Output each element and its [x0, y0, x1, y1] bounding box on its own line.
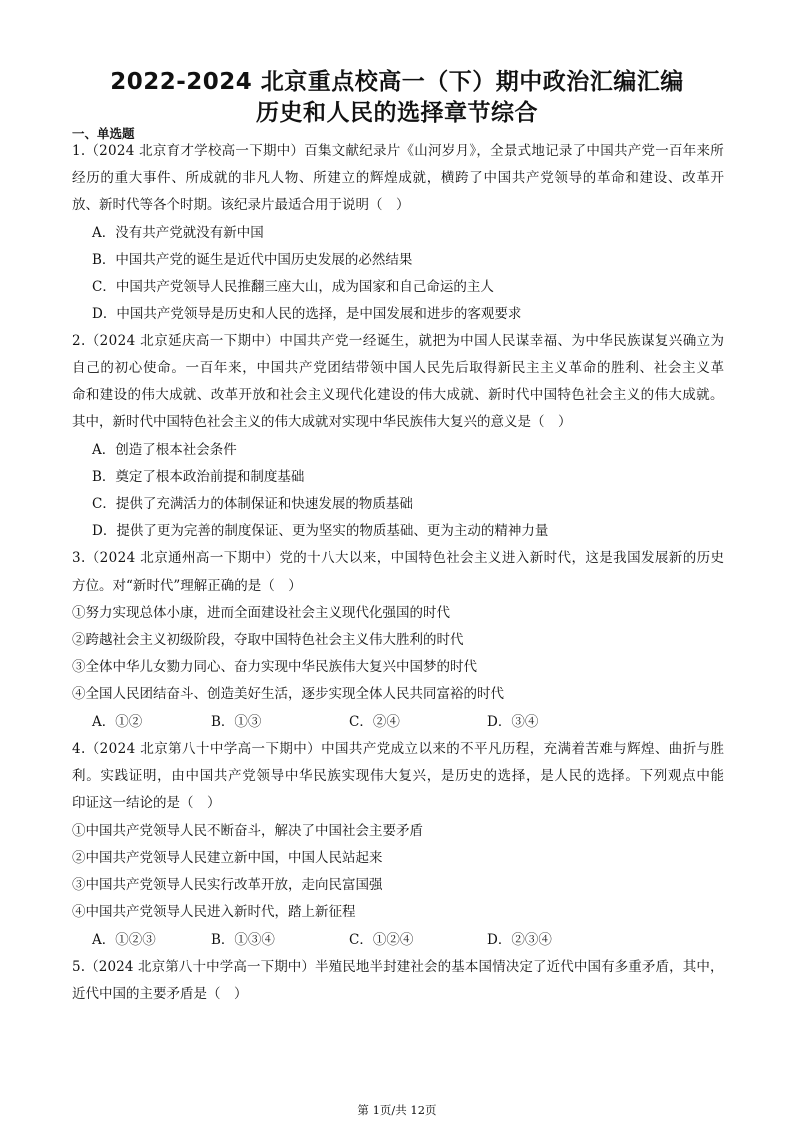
q1-option-c: C．中国共产党领导人民推翻三座大山，成为国家和自己命运的主人 [92, 279, 494, 295]
q2-stem-line: 其中，新时代中国特色社会主义的伟大成就对实现中华民族伟大复兴的意义是（ ） [72, 414, 572, 430]
q3-stem-line: 方位。对“新时代”理解正确的是（ ） [72, 578, 302, 594]
q5-stem-line: 近代中国的主要矛盾是（ ） [72, 986, 248, 1002]
q3-option-b: B．①③ [211, 714, 262, 730]
q2-option-a: A．创造了根本社会条件 [92, 442, 237, 458]
q1-stem-line: 放、新时代等各个时期。该纪录片最适合用于说明（ ） [72, 197, 410, 213]
q1-stem-line: 1.（2024 北京育才学校高一下期中）百集文献纪录片《山河岁月》，全景式地记录了中国共产党一百年来所 [72, 143, 725, 159]
page-footer: 第 1页/共 12页 [357, 1103, 437, 1117]
q1-option-a: A．没有共产党就没有新中国 [92, 225, 264, 241]
q4-stem-line: 印证这一结论的是（ ） [72, 795, 221, 811]
q3-statement-4: ④全国人民团结奋斗、创造美好生活，逐步实现全体人民共同富裕的时代 [72, 686, 504, 702]
q2-option-d: D．提供了更为完善的制度保证、更为坚实的物质基础、更为主动的精神力量 [92, 523, 549, 539]
q4-statement-4: ④中国共产党领导人民进入新时代，踏上新征程 [72, 904, 356, 920]
doc-title-line2: 历史和人民的选择章节综合 [256, 100, 538, 126]
q3-option-d: D．③④ [487, 714, 539, 730]
q1-option-d: D．中国共产党领导是历史和人民的选择，是中国发展和进步的客观要求 [92, 306, 522, 322]
q4-stem-line: 利。实践证明，由中国共产党领导中华民族实现伟大复兴，是历史的选择，是人民的选择。下列观点中能 [72, 768, 725, 784]
q4-statement-2: ②中国共产党领导人民建立新中国，中国人民站起来 [72, 850, 383, 866]
q3-statement-2: ②跨越社会主义初级阶段，夺取中国特色社会主义伟大胜利的时代 [72, 632, 464, 648]
q1-option-b: B．中国共产党的诞生是近代中国历史发展的必然结果 [92, 252, 413, 268]
q4-option-a: A．①②③ [92, 932, 156, 948]
q3-statement-3: ③全体中华儿女勠力同心、奋力实现中华民族伟大复兴中国梦的时代 [72, 659, 477, 675]
q4-option-d: D．②③④ [487, 932, 552, 948]
q4-option-b: B．①③④ [211, 932, 275, 948]
q2-option-c: C．提供了充满活力的体制保证和快速发展的物质基础 [92, 496, 413, 512]
q2-stem-line: 2.（2024 北京延庆高一下期中）中国共产党一经诞生，就把为中国人民谋幸福、为中华民族谋复兴确立为 [72, 333, 725, 349]
q4-statement-1: ①中国共产党领导人民不断奋斗，解决了中国社会主要矛盾 [72, 823, 423, 839]
q3-option-a: A．①② [92, 714, 143, 730]
q3-option-c: C．②④ [349, 714, 400, 730]
doc-title-line1: 2022-2024 北京重点校高一（下）期中政治汇编汇编 [110, 69, 684, 95]
q4-stem-line: 4.（2024 北京第八十中学高一下期中）中国共产党成立以来的不平凡历程，充满着苦难与辉煌、曲折与胜 [72, 741, 725, 757]
q3-statement-1: ①努力实现总体小康，进而全面建设社会主义现代化强国的时代 [72, 605, 450, 621]
q5-stem-line: 5.（2024 北京第八十中学高一下期中）半殖民地半封建社会的基本国情决定了近代中国有多重矛盾，其中， [72, 959, 724, 975]
section-heading: 一、单选题 [72, 126, 135, 141]
q2-stem-line: 自己的初心使命。一百年来，中国共产党团结带领中国人民先后取得新民主主义革命的胜利、社会主义革 [72, 360, 725, 376]
q3-stem-line: 3.（2024 北京通州高一下期中）党的十八大以来，中国特色社会主义进入新时代，这是我国发展新的历史 [72, 550, 725, 566]
q4-option-c: C．①②④ [349, 932, 414, 948]
q2-option-b: B．奠定了根本政治前提和制度基础 [92, 469, 305, 485]
q1-stem-line: 经历的重大事件、所成就的非凡人物、所建立的辉煌成就，横跨了中国共产党领导的革命和建设、改革开 [72, 170, 725, 186]
q2-stem-line: 命和建设的伟大成就、改革开放和社会主义现代化建设的伟大成就、新时代中国特色社会主义的伟大成就。 [72, 387, 724, 403]
q4-statement-3: ③中国共产党领导人民实行改革开放，走向民富国强 [72, 877, 383, 893]
